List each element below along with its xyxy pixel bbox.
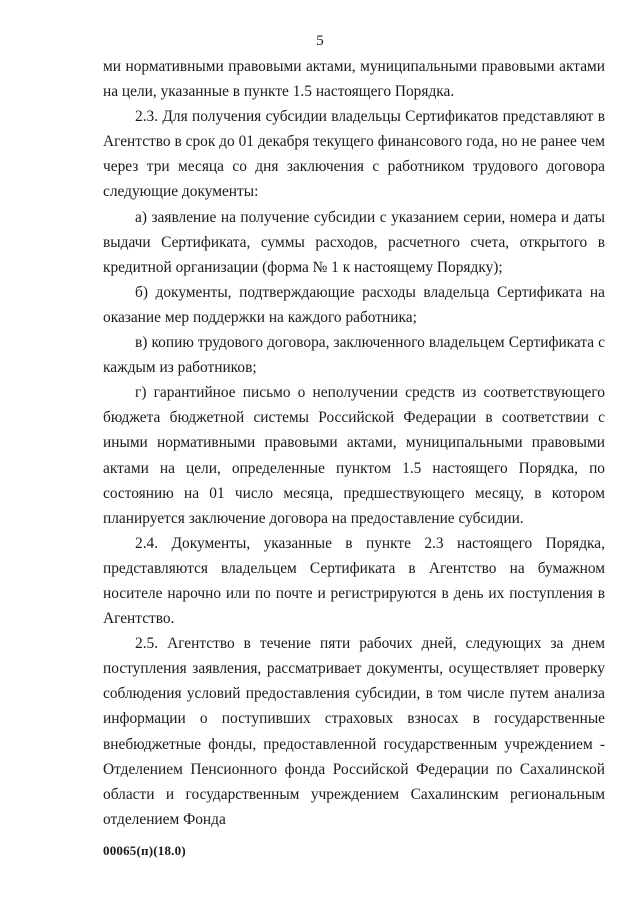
paragraph-2-3: 2.3. Для получения субсидии владельцы Сертификатов представляют в Агентство в срок до 01 декабря текущего финансового года, но не ранее чем через три месяца со дня заключения с работником трудового договора следующие документы: — [103, 108, 605, 201]
paragraph-2-5: 2.5. Агентство в течение пяти рабочих дней, следующих за днем поступления заявления, рассматривает документы, осуществляет проверку соблюдения условий предоставления субсидии, в том числе путем анализа информации о поступивших страховых взносах в государственные внебюджетные фонды, предоставленной государственным учреждением - Отделением Пенсионного фонда Российской Федерации по Сахалинской области и государственным учреждением Сахалинским региональным отделением Фонда — [103, 635, 605, 828]
document-body — [103, 54, 605, 832]
paragraph-continuation: ми нормативными правовыми актами, муниципальными правовыми актами на цели, указанные в пункте 1.5 настоящего Порядка. — [103, 58, 605, 101]
list-item-a: а) заявление на получение субсидии с указанием серии, номера и даты выдачи Сертификата, суммы расходов, расчетного счета, открытого в кредитной организации (форма № 1 к настоящему Порядку); — [103, 208, 605, 276]
document-code: 00065(п)(18.0) — [103, 843, 186, 858]
list-item-b: б) документы, подтверждающие расходы владельца Сертификата на оказание мер поддержки на каждого работника; — [103, 283, 605, 326]
list-item-g: г) гарантийное письмо о неполучении средств из соответствующего бюджета бюджетной системы Российской Федерации в соответствии с иными нормативными правовыми актами, муниципальными правовыми актами на цели, определенные пунктом 1.5 настоящего Порядка, по состоянию на 01 число месяца, предшествующего месяцу, в котором планируется заключение договора на предоставление субсидии. — [103, 384, 605, 527]
list-item-v: в) копию трудового договора, заключенного владельцем Сертификата с каждым из работников; — [103, 334, 605, 377]
paragraph-2-4: 2.4. Документы, указанные в пункте 2.3 настоящего Порядка, представляются владельцем Сертификата в Агентство на бумажном носителе нарочно или по почте и регистрируются в день их поступления в Агентство. — [103, 534, 605, 628]
page-number: 5 — [316, 33, 324, 49]
